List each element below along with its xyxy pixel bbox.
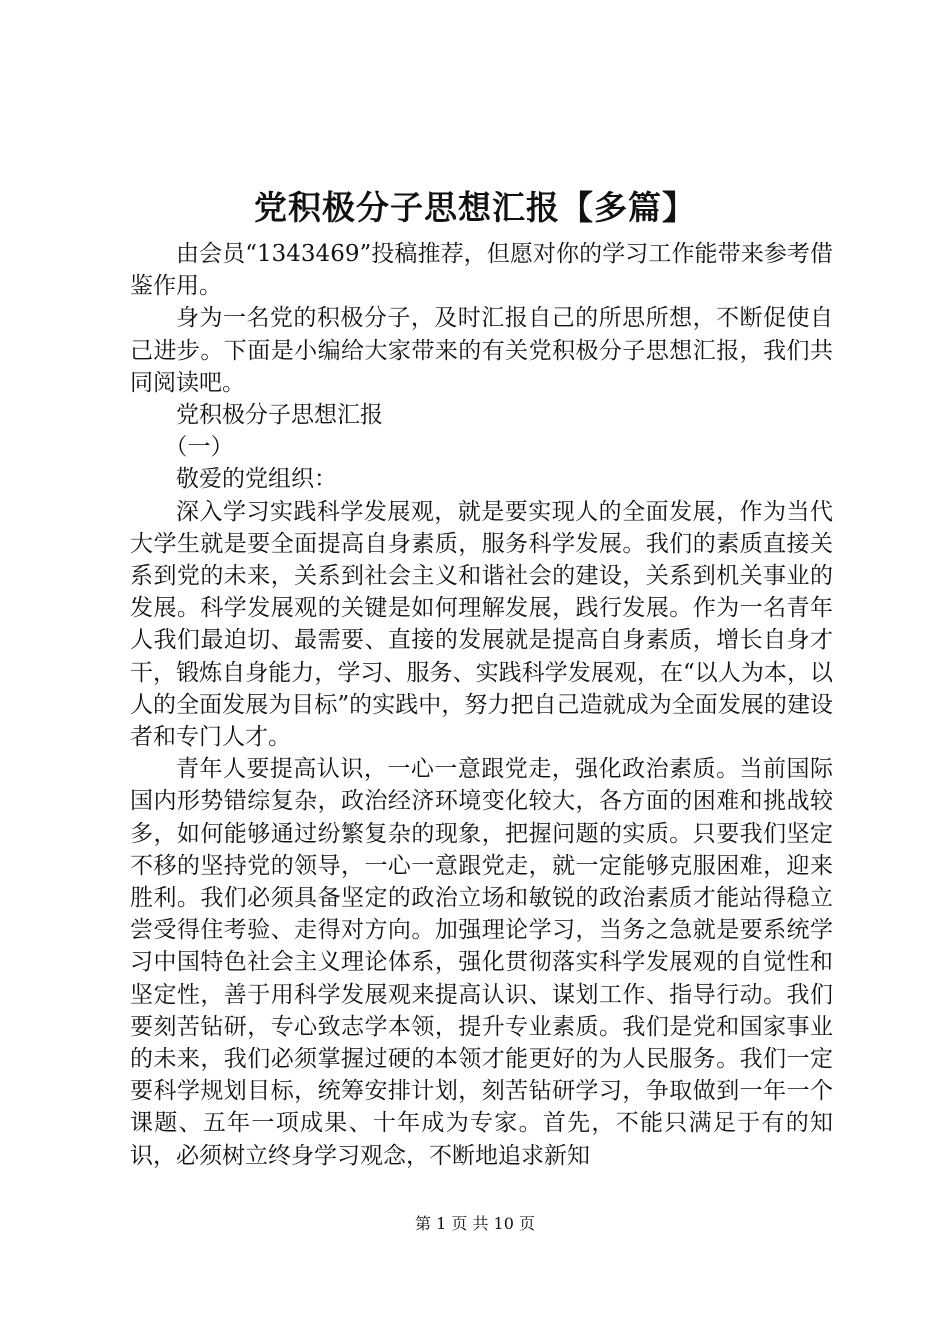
body-paragraph: 由会员“1343469”投稿推荐，但愿对你的学习工作能带来参考借鉴作用。 [130, 241, 833, 300]
document-title: 党积极分子思想汇报【多篇】 [254, 188, 696, 227]
document-body [130, 238, 833, 1172]
section-number: （一） [164, 434, 234, 461]
salutation: 敬爱的党组织： [176, 466, 337, 493]
body-paragraph: 身为一名党的积极分子，及时汇报自己的所思所想，不断促使自己进步。下面是小编给大家带来的有关党积极分子思想汇报，我们共同阅读吧。 [130, 305, 833, 396]
body-paragraph: 青年人要提高认识，一心一意跟党走，强化政治素质。当前国际国内形势错综复杂，政治经济环境变化较大，各方面的困难和挑战较多，如何能够通过纷繁复杂的现象，把握问题的实质。只要我们坚定不移的坚持党的领导，一心一意跟党走，就一定能够克服困难，迎来胜利。我们必须具备坚定的政治立场和敏锐的政治素质才能站得稳立尝受得住考验、走得对方向。加强理论学习，当务之急就是要系统学习中国特色社会主义理论体系，强化贯彻落实科学发展观的自觉性和坚定性，善于用科学发展观来提高认识、谋划工作、指导行动。我们要刻苦钻研，专心致志学本领，提升专业素质。我们是党和国家事业的未来，我们必须掌握过硬的本领才能更好的为人民服务。我们一定要科学规划目标，统筹安排计划，刻苦钻研学习，争取做到一年一个课题、五年一项成果、十年成为专家。首先，不能只满足于有的知识，必须树立终身学习观念，不断地追求新知 [130, 756, 833, 1169]
section-heading: 党积极分子思想汇报 [176, 402, 383, 429]
body-paragraph: 深入学习实践科学发展观，就是要实现人的全面发展，作为当代大学生就是要全面提高自身素质，服务科学发展。我们的素质直接关系到党的未来，关系到社会主义和谐社会的建设，关系到机关事业的发展。科学发展观的关键是如何理解发展，践行发展。作为一名青年人我们最迫切、最需要、直接的发展就是提高自身素质，增长自身才干，锻炼自身能力，学习、服务、实践科学发展观，在“以人为本，以人的全面发展为目标”的实践中，努力把自己造就成为全面发展的建设者和专门人才。 [130, 498, 833, 751]
page-number-footer: 第 1 页 共 10 页 [415, 1214, 535, 1233]
